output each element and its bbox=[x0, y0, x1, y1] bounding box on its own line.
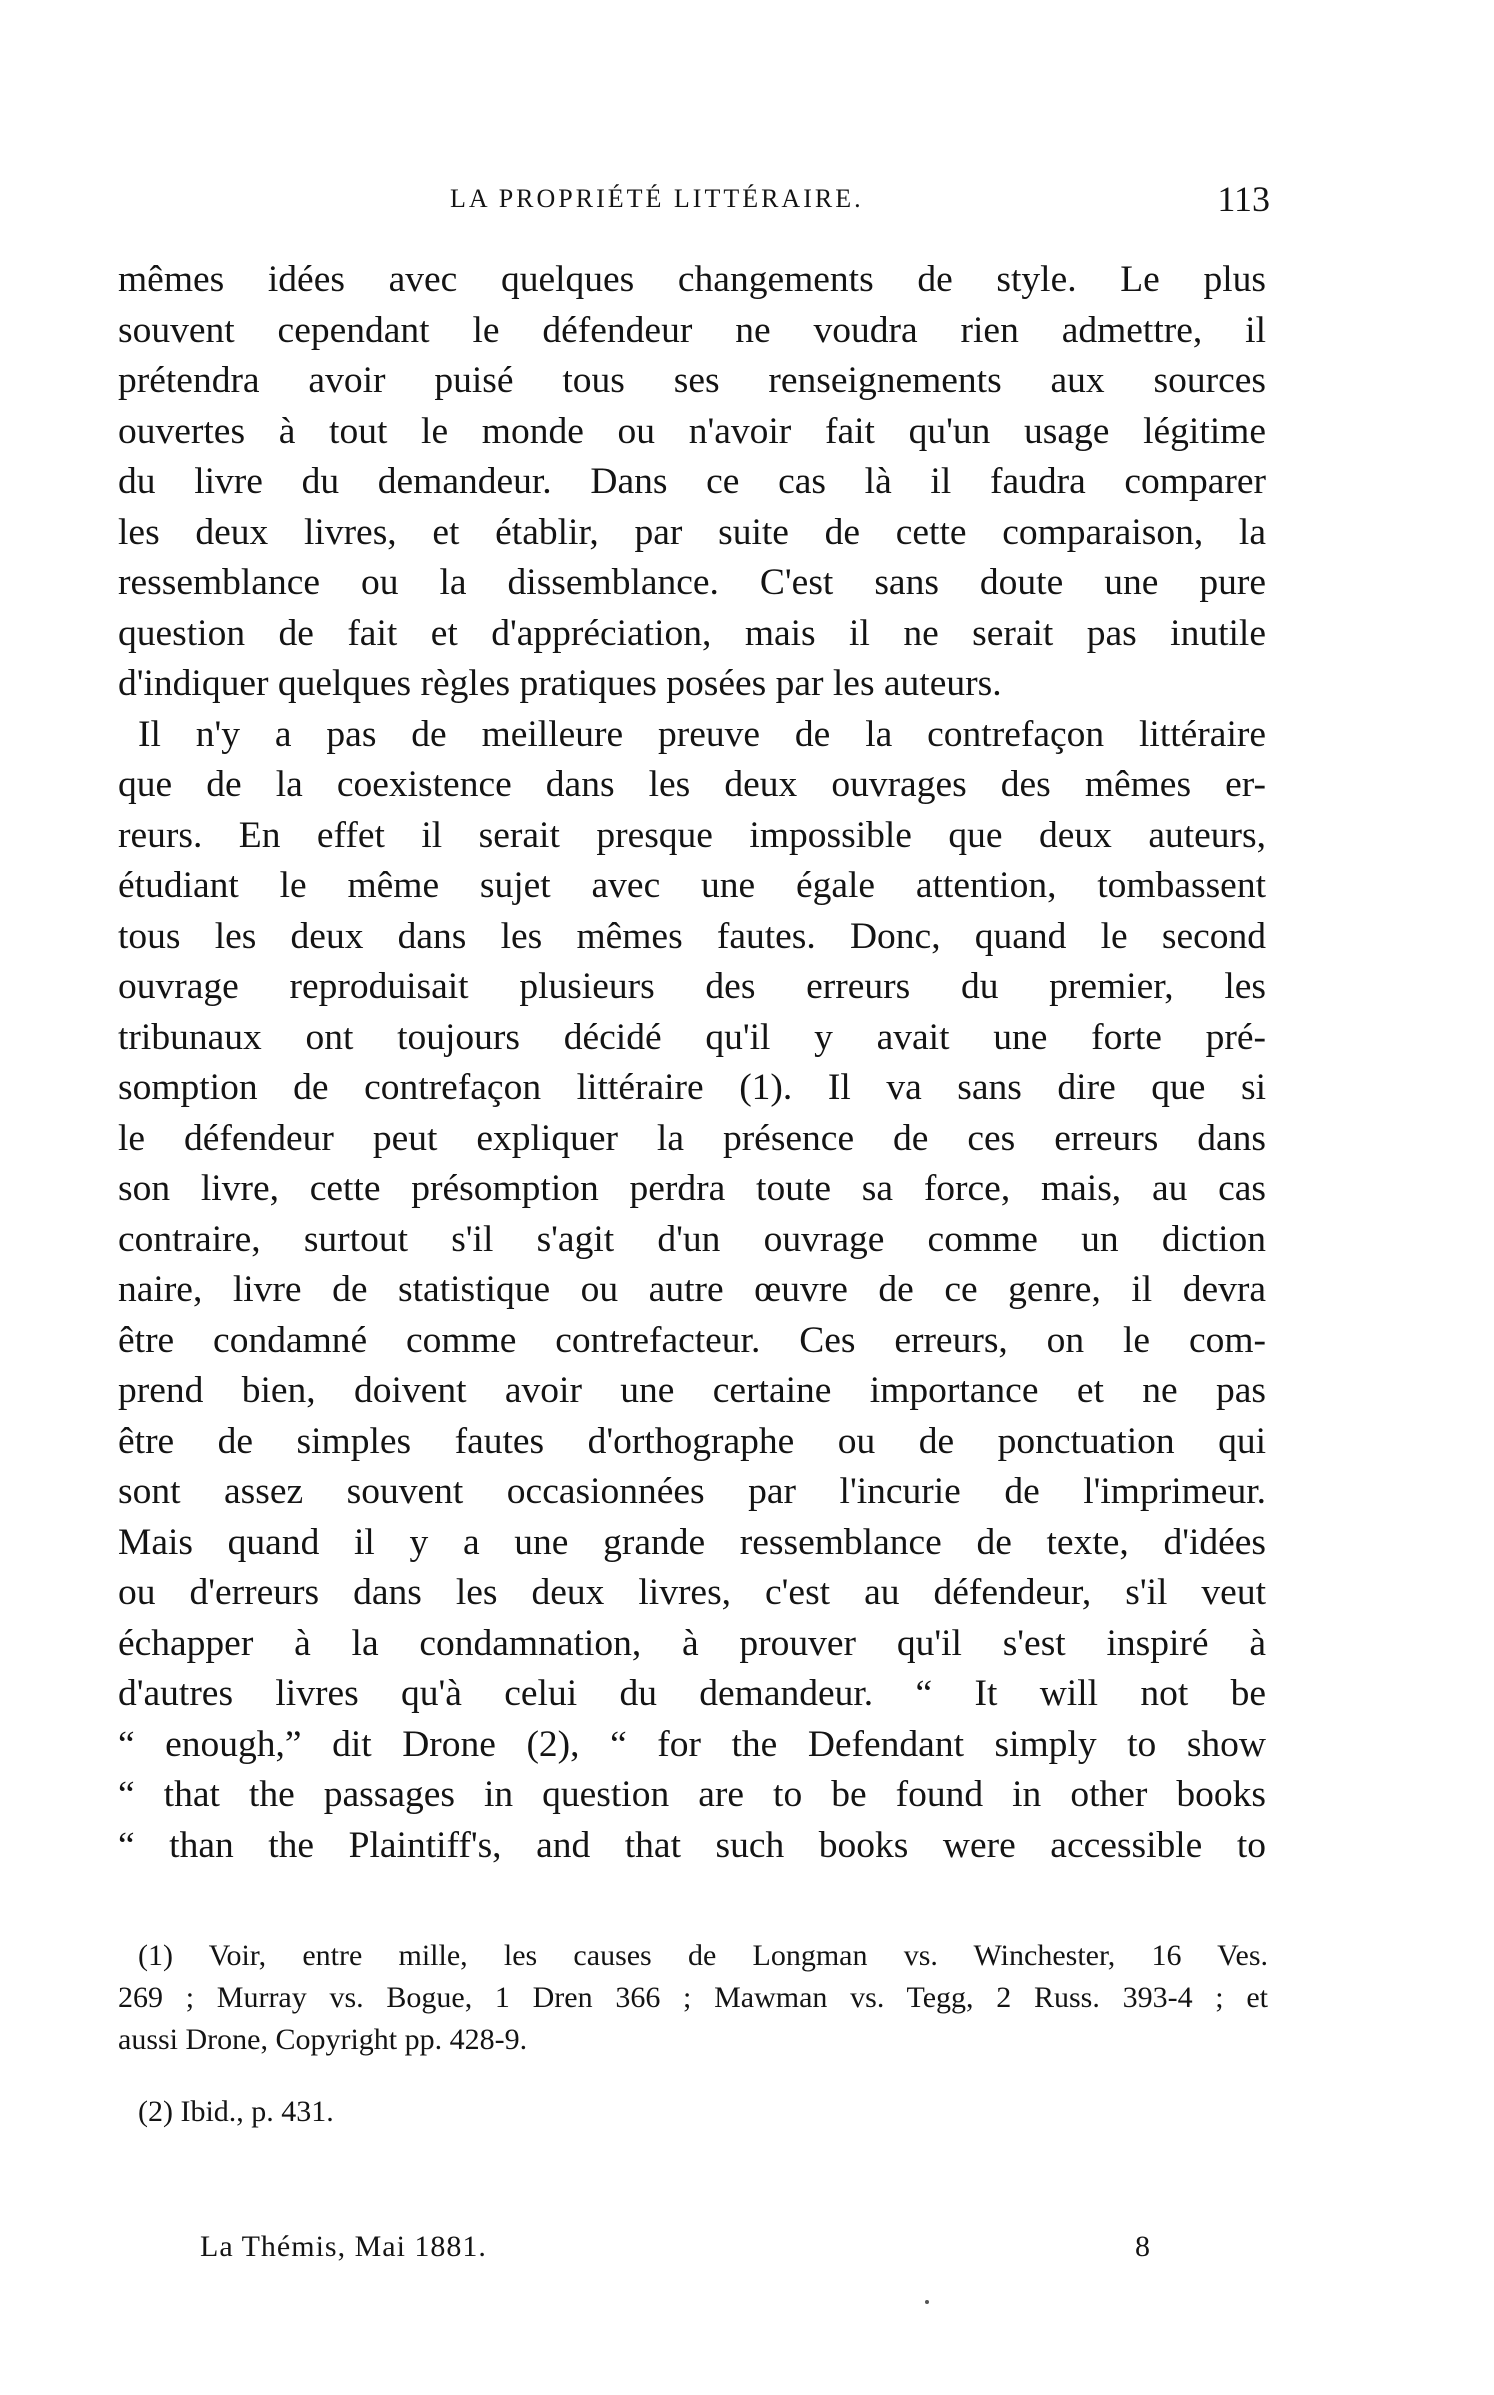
body-line: somption de contrefaçon littéraire (1). Il va sans dire que si bbox=[118, 1067, 1266, 1108]
body-line: ou d'erreurs dans les deux livres, c'est au défendeur, s'il veut bbox=[118, 1572, 1266, 1613]
body-line: contraire, surtout s'il s'agit d'un ouvrage comme un diction bbox=[118, 1218, 1266, 1260]
body-line: que de la coexistence dans les deux ouvrages des mêmes er- bbox=[118, 764, 1266, 805]
body-line: souvent cependant le défendeur ne voudra rien admettre, il bbox=[118, 309, 1266, 351]
body-line: sont assez souvent occasionnées par l'incurie de l'imprimeur. bbox=[118, 1471, 1266, 1512]
footnote-1-line: (1) Voir, entre mille, les causes de Longman vs. Winchester, 16 Ves. bbox=[138, 1939, 1268, 1972]
body-line: ouvrage reproduisait plusieurs des erreurs du premier, les bbox=[118, 966, 1266, 1007]
body-line: naire, livre de statistique ou autre œuvre de ce genre, il devra bbox=[118, 1269, 1266, 1310]
body-line: le défendeur peut expliquer la présence de ces erreurs dans bbox=[118, 1117, 1266, 1159]
signature-number: 8 bbox=[1135, 2230, 1150, 2263]
body-line: ressemblance ou la dissemblance. C'est sans doute une pure bbox=[118, 562, 1266, 603]
body-line: prétendra avoir puisé tous ses renseignements aux sources bbox=[118, 360, 1266, 401]
body-line: tribunaux ont toujours décidé qu'il y avait une forte pré- bbox=[118, 1016, 1266, 1058]
body-line: du livre du demandeur. Dans ce cas là il faudra comparer bbox=[118, 461, 1266, 502]
body-line: mêmes idées avec quelques changements de style. Le plus bbox=[118, 259, 1266, 300]
body-line: son livre, cette présomption perdra toute sa force, mais, au cas bbox=[118, 1168, 1266, 1209]
body-line: les deux livres, et établir, par suite de cette comparaison, la bbox=[118, 511, 1266, 553]
body-text bbox=[118, 255, 1266, 1871]
body-line: “ that the passages in question are to be found in other books bbox=[118, 1774, 1266, 1815]
body-line: d'autres livres qu'à celui du demandeur. “ It will not be bbox=[118, 1673, 1266, 1714]
footnote-1-line: 269 ; Murray vs. Bogue, 1 Dren 366 ; Mawman vs. Tegg, 2 Russ. 393-4 ; et bbox=[118, 1981, 1268, 2014]
body-line: “ than the Plaintiff's, and that such books were accessible to bbox=[118, 1824, 1266, 1866]
running-head bbox=[120, 178, 1270, 228]
footnote-2: (2) Ibid., p. 431. bbox=[138, 2095, 334, 2128]
body-line: question de fait et d'appréciation, mais il ne serait pas inutile bbox=[118, 612, 1266, 654]
body-line: prend bien, doivent avoir une certaine importance et ne pas bbox=[118, 1370, 1266, 1411]
printer-signature bbox=[140, 2230, 1150, 2274]
body-line: être de simples fautes d'orthographe ou de ponctuation qui bbox=[118, 1420, 1266, 1462]
running-title: LA PROPRIÉTÉ LITTÉRAIRE. bbox=[450, 184, 864, 213]
body-line: reurs. En effet il serait presque impossible que deux auteurs, bbox=[118, 814, 1266, 856]
footnotes bbox=[118, 1935, 1268, 2133]
body-line: tous les deux dans les mêmes fautes. Donc, quand le second bbox=[118, 915, 1266, 957]
body-line: d'indiquer quelques règles pratiques posées par les auteurs. bbox=[118, 663, 1002, 704]
body-line: “ enough,” dit Drone (2), “ for the Defendant simply to show bbox=[118, 1723, 1266, 1765]
body-line: étudiant le même sujet avec une égale attention, tombassent bbox=[118, 865, 1266, 906]
body-line: Mais quand il y a une grande ressemblance de texte, d'idées bbox=[118, 1521, 1266, 1563]
body-line: ouvertes à tout le monde ou n'avoir fait qu'un usage légitime bbox=[118, 410, 1266, 452]
signature-journal-issue: La Thémis, Mai 1881. bbox=[200, 2230, 487, 2263]
body-line: être condamné comme contrefacteur. Ces erreurs, on le com- bbox=[118, 1319, 1266, 1361]
footnote-spacer bbox=[118, 2061, 1268, 2091]
footnote-1-line: aussi Drone, Copyright pp. 428-9. bbox=[118, 2023, 528, 2056]
paragraph-start-line: Il n'y a pas de meilleure preuve de la contrefaçon littéraire bbox=[138, 713, 1266, 755]
ink-speck bbox=[925, 2300, 929, 2304]
body-line: échapper à la condamnation, à prouver qu'il s'est inspiré à bbox=[118, 1622, 1266, 1664]
page-number: 113 bbox=[1217, 179, 1270, 219]
